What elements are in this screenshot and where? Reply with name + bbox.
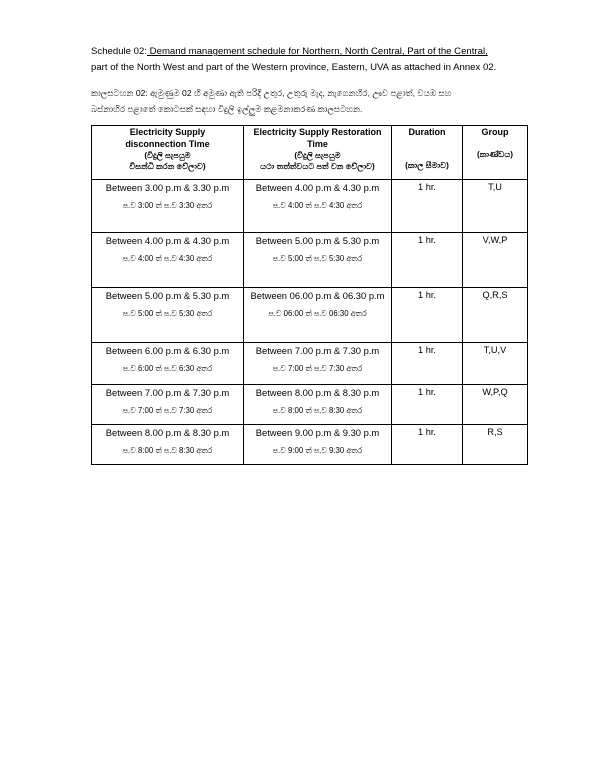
table-row bbox=[92, 385, 528, 425]
schedule-label: Schedule 02: bbox=[91, 46, 148, 57]
cell-group: T,U bbox=[463, 180, 528, 233]
schedule-title-line2: part of the North West and part of the Western province, Eastern, UVA as attached in Annex 02. bbox=[91, 62, 497, 73]
cell-disconnect: Between 3.00 p.m & 3.30 p.m ප.ව 3:00 ත් ප.ව 3:30 අතර bbox=[92, 180, 244, 233]
sinhala-intro bbox=[91, 85, 531, 117]
header-disconnect bbox=[92, 126, 244, 180]
cell-duration: 1 hr. bbox=[392, 385, 463, 425]
cell-group: V,W,P bbox=[463, 233, 528, 288]
header-restore-en2: Time bbox=[307, 139, 328, 149]
cell-restore: Between 7.00 p.m & 7.30 p.m ප.ව 7:00 ත් ප.ව 7:30 අතර bbox=[244, 343, 392, 385]
table-row bbox=[92, 233, 528, 288]
header-duration bbox=[392, 126, 463, 180]
cell-disconnect: Between 7.00 p.m & 7.30 p.m ප.ව 7:00 ත් ප.ව 7:30 අතර bbox=[92, 385, 244, 425]
cell-restore: Between 06.00 p.m & 06.30 p.m ප.ව 06:00 ත් ප.ව 06:30 අතර bbox=[244, 288, 392, 343]
cell-disconnect: Between 5.00 p.m & 5.30 p.m ප.ව 5:00 ත් ප.ව 5:30 අතර bbox=[92, 288, 244, 343]
header-duration-en: Duration bbox=[408, 127, 446, 137]
header-restore bbox=[244, 126, 392, 180]
header-group-en: Group bbox=[481, 127, 509, 137]
table-row bbox=[92, 343, 528, 385]
header-group bbox=[463, 126, 528, 180]
table-row bbox=[92, 288, 528, 343]
cell-duration: 1 hr. bbox=[392, 425, 463, 465]
table-row bbox=[92, 425, 528, 465]
sinhala-intro-line1: කාලසටහන 02: ඇමුණුම 02 හි අමුණා ඇති පරිදි උතුර, උතුරු මැද, නැගෙනහිර, ඌව පළාත්, වයඹ සහ bbox=[91, 88, 452, 98]
cell-group: R,S bbox=[463, 425, 528, 465]
cell-duration: 1 hr. bbox=[392, 288, 463, 343]
cell-duration: 1 hr. bbox=[392, 233, 463, 288]
header-disconnect-en2: disconnection Time bbox=[125, 139, 210, 149]
schedule-intro bbox=[91, 44, 531, 76]
header-restore-si1: (විදුලි සැපයුම bbox=[294, 151, 341, 160]
header-restore-si2: යථා තත්ත්වයට පත් වන වේලාව) bbox=[260, 162, 375, 171]
header-duration-si: (කාල සීමාව) bbox=[405, 161, 449, 170]
header-disconnect-si2: විසන්ධි කරන වේලාව) bbox=[129, 162, 206, 171]
cell-duration: 1 hr. bbox=[392, 343, 463, 385]
cell-group: Q,R,S bbox=[463, 288, 528, 343]
cell-disconnect: Between 4.00 p.m & 4.30 p.m ප.ව 4:00 ත් ප.ව 4:30 අතර bbox=[92, 233, 244, 288]
cell-group: T,U,V bbox=[463, 343, 528, 385]
header-disconnect-si1: (විදුලි සැපයුම bbox=[144, 151, 191, 160]
table-header-row bbox=[92, 126, 528, 180]
header-group-si: (කාණ්ඩය) bbox=[477, 150, 513, 159]
sinhala-intro-line2: බස්නාහිර පළාතේ කොටසක් සඳහා විදුලි ඉල්ලුම කළමනාකරණ කාලසටහන. bbox=[91, 104, 363, 114]
cell-restore: Between 8.00 p.m & 8.30 p.m ප.ව 8:00 ත් ප.ව 8:30 අතර bbox=[244, 385, 392, 425]
cell-restore: Between 4.00 p.m & 4.30 p.m ප.ව 4:00 ත් ප.ව 4:30 අතර bbox=[244, 180, 392, 233]
cell-duration: 1 hr. bbox=[392, 180, 463, 233]
cell-restore: Between 9.00 p.m & 9.30 p.m ප.ව 9:00 ත් ප.ව 9:30 අතර bbox=[244, 425, 392, 465]
schedule-table bbox=[91, 125, 528, 465]
cell-disconnect: Between 8.00 p.m & 8.30 p.m ප.ව 8:00 ත් ප.ව 8:30 අතර bbox=[92, 425, 244, 465]
cell-restore: Between 5.00 p.m & 5.30 p.m ප.ව 5:00 ත් ප.ව 5:30 අතර bbox=[244, 233, 392, 288]
header-disconnect-en1: Electricity Supply bbox=[129, 127, 206, 137]
schedule-title-underlined: Demand management schedule for Northern, North Central, Part of the Central, bbox=[147, 46, 488, 57]
header-restore-en1: Electricity Supply Restoration bbox=[253, 127, 382, 137]
cell-group: W,P,Q bbox=[463, 385, 528, 425]
cell-disconnect: Between 6.00 p.m & 6.30 p.m ප.ව 6:00 ත් ප.ව 6:30 අතර bbox=[92, 343, 244, 385]
table-row bbox=[92, 180, 528, 233]
